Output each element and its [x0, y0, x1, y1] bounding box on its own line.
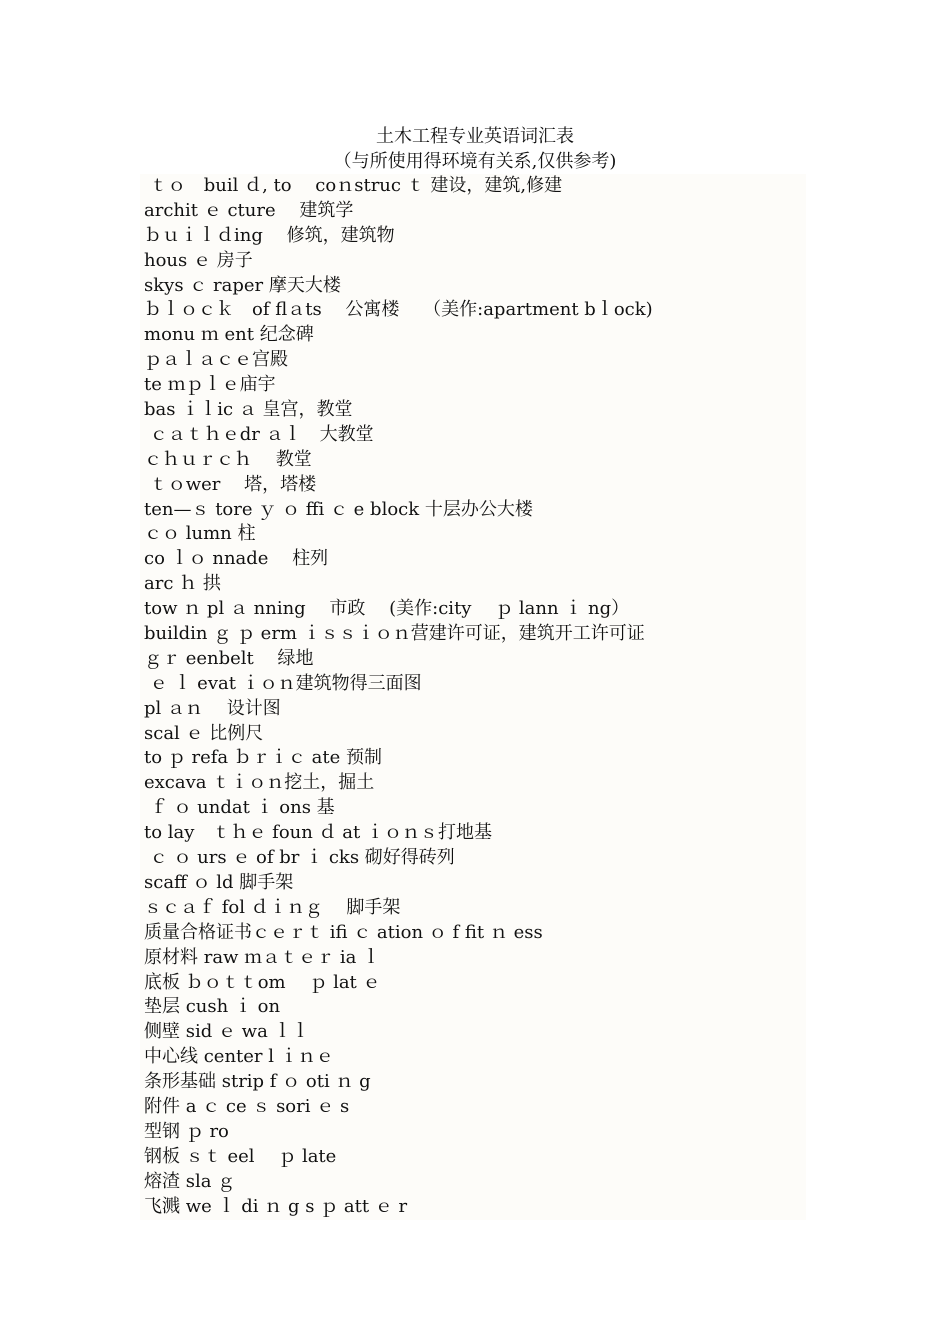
- vocabulary-entry: tow ｎ pl ａ nning 市政 (美作:city ｐ lann ｉ ng）: [144, 598, 630, 620]
- vocabulary-entry: ｃａｔｈｅdr ａｌ 大教堂: [144, 423, 374, 445]
- vocabulary-entry: ｓｃａｆ fol ｄｉｎｇ 脚手架: [144, 896, 401, 918]
- vocabulary-entry: 质量合格证书ｃｅｒｔ ifi ｃ ation ｏ f fit ｎ ess: [144, 921, 543, 943]
- vocabulary-entry: ｃ ｏ urs ｅ of br ｉ cks 砌好得砖列: [144, 847, 455, 869]
- vocabulary-entry: 中心线 center l ｉｎｅ: [144, 1046, 334, 1068]
- vocabulary-entry: excava ｔｉｏｎ挖土，掘土: [144, 772, 375, 794]
- vocabulary-entry: 钢板 ｓｔ eel ｐ late: [144, 1145, 337, 1167]
- vocabulary-entry: ｂｕｉｌｄing 修筑，建筑物: [144, 224, 395, 246]
- vocabulary-entry: 附件 a ｃ ce ｓ sori ｅ s: [144, 1095, 350, 1117]
- vocabulary-entry: 底板 ｂｏｔｔom ｐ lat ｅ: [144, 971, 381, 993]
- vocabulary-entry: 熔渣 sla ｇ: [144, 1170, 236, 1192]
- vocabulary-entry: bas ｉｌic ａ 皇宫，教堂: [144, 399, 353, 421]
- vocabulary-entry: ten—ｓ tore ｙ ｏ ffi ｃ e block 十层办公大楼: [144, 498, 533, 520]
- vocabulary-entry: monu ｍ ent 纪念碑: [144, 324, 314, 346]
- vocabulary-list: [140, 174, 806, 1220]
- vocabulary-entry: archit ｅ cture 建筑学: [144, 199, 354, 221]
- vocabulary-entry: 型钢 ｐ ro: [144, 1120, 229, 1142]
- vocabulary-entry: to lay ｔｈｅ foun ｄ at ｉｏｎｓ打地基: [144, 822, 492, 844]
- vocabulary-entry: ｔｏ buil ｄ, to coｎstruc ｔ 建设，建筑,修建: [144, 175, 563, 196]
- vocabulary-entry: arc ｈ 拱: [144, 573, 221, 595]
- vocabulary-entry: 飞溅 we ｌ di ｎ g s ｐ att ｅ r: [144, 1195, 408, 1217]
- vocabulary-entry: to ｐ refa ｂｒｉｃ ate 预制: [144, 747, 382, 769]
- vocabulary-entry: ｆ ｏ undat ｉ ons 基: [144, 797, 335, 819]
- vocabulary-entry: scal ｅ 比例尺: [144, 722, 264, 744]
- vocabulary-entry: ｃｏ lumn 柱: [144, 523, 256, 545]
- vocabulary-entry: scaff ｏ ld 脚手架: [144, 871, 294, 893]
- vocabulary-entry: 侧壁 sid ｅ wa ｌｌ: [144, 1021, 310, 1043]
- vocabulary-entry: ｂｌｏｃｋ of flａts 公寓楼 （美作:apartment bｌock): [144, 299, 653, 321]
- title-block: [0, 124, 950, 174]
- vocabulary-entry: pl ａｎ 设计图: [144, 697, 281, 719]
- vocabulary-entry: co ｌｏ nnade 柱列: [144, 548, 329, 570]
- vocabulary-entry: 条形基础 strip f ｏ oti ｎ g: [144, 1071, 371, 1093]
- vocabulary-entry: ｅ ｌ evat ｉｏｎ建筑物得三面图: [144, 672, 422, 694]
- vocabulary-entry: buildin ｇ ｐ erm ｉｓｓｉｏｎ营建许可证，建筑开工许可证: [144, 623, 645, 645]
- vocabulary-entry: ｃｈｕｒｃｈ 教堂: [144, 448, 312, 470]
- vocabulary-entry: te ｍｐｌｅ庙宇: [144, 374, 276, 396]
- vocabulary-entry: ｐａｌａｃｅ宫殿: [144, 349, 288, 371]
- document-subtitle: （与所使用得环境有关系,仅供参考): [333, 151, 617, 172]
- vocabulary-entry: 原材料 raw ｍａｔｅｒ ia ｌ: [144, 946, 381, 968]
- vocabulary-entry: skys ｃ raper 摩天大楼: [144, 274, 341, 296]
- vocabulary-entry: ｇｒ eenbelt 绿地: [144, 647, 314, 669]
- vocabulary-entry: 垫层 cush ｉ on: [144, 996, 281, 1018]
- document-title: 土木工程专业英语词汇表: [376, 126, 574, 147]
- vocabulary-entry: hous ｅ 房子: [144, 249, 253, 271]
- vocabulary-entry: ｔｏwer 塔，塔楼: [144, 473, 317, 495]
